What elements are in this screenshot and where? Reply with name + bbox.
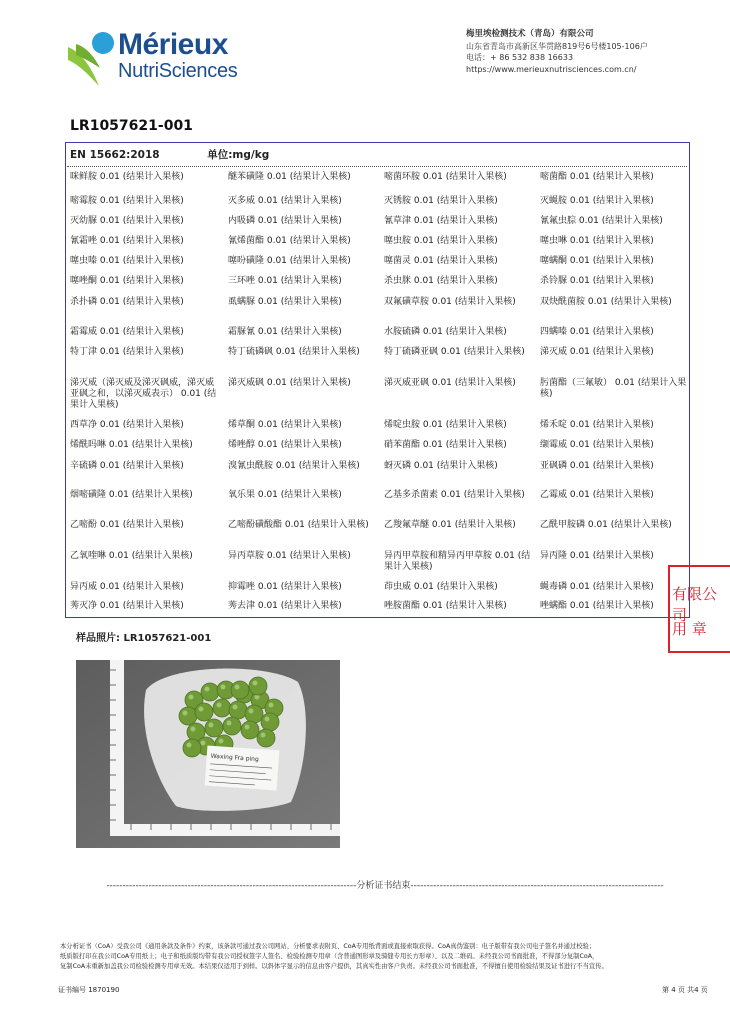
company-info bbox=[466, 29, 648, 75]
result-cell: 特丁津 0.01 (结果计入果核) bbox=[70, 347, 184, 357]
result-cell: 氰氟虫腙 0.01 (结果计入果核) bbox=[540, 216, 663, 226]
result-cell: 茚虫威 0.01 (结果计入果核) bbox=[384, 582, 498, 592]
fruit-highlight bbox=[233, 705, 238, 710]
result-cell: 嘧菌环胺 0.01 (结果计入果核) bbox=[384, 172, 507, 182]
result-cell: 异丙威 0.01 (结果计入果核) bbox=[70, 582, 184, 592]
ruler-horizontal bbox=[110, 824, 340, 836]
footnote-line-3: 复制CoA未重新加盖我公司检验检测专用章无效。本结果仅适用于到样。以斜体字显示的信息由客户提供，其真实性由客户负责。未经我公司书面批准，不得擅自使用检验结果及证书进行不当宣传。 bbox=[60, 963, 608, 970]
result-cell: 涕灭威 0.01 (结果计入果核) bbox=[540, 347, 654, 357]
result-cell: 氰草津 0.01 (结果计入果核) bbox=[384, 216, 498, 226]
result-cell: 烯禾啶 0.01 (结果计入果核) bbox=[540, 420, 654, 430]
result-cell: 溴氰虫酰胺 0.01 (结果计入果核) bbox=[228, 461, 360, 471]
fruit-highlight bbox=[265, 717, 270, 722]
page-number: 第 4 页 共4 页 bbox=[662, 986, 708, 994]
result-cell: 乙酰甲胺磷 0.01 (结果计入果核) bbox=[540, 520, 672, 530]
result-cell: 霜霉威 0.01 (结果计入果核) bbox=[70, 327, 184, 337]
result-cell: 水胺硫磷 0.01 (结果计入果核) bbox=[384, 327, 507, 337]
result-cell: 灭锈胺 0.01 (结果计入果核) bbox=[384, 196, 498, 206]
logo-wordmark-line2: NutriSciences bbox=[118, 60, 238, 82]
fruit bbox=[195, 703, 213, 721]
result-cell: 灭多威 0.01 (结果计入果核) bbox=[228, 196, 342, 206]
result-cell: 蝇毒磷 0.01 (结果计入果核) bbox=[540, 582, 654, 592]
fruit bbox=[229, 701, 247, 719]
result-cell: 异丙草胺 0.01 (结果计入果核) bbox=[228, 551, 351, 561]
fruit-highlight bbox=[219, 739, 224, 744]
result-cell: 唑螨酯 0.01 (结果计入果核) bbox=[540, 601, 654, 611]
logo-wordmark-line1: Mérieux bbox=[118, 28, 228, 61]
fruit-highlight bbox=[187, 743, 192, 748]
result-cell: 内吸磷 0.01 (结果计入果核) bbox=[228, 216, 342, 226]
result-cell: 乙霉威 0.01 (结果计入果核) bbox=[540, 490, 654, 500]
result-cell: 异丙甲草胺和精异丙甲草胺 0.01 (结果计入果核) bbox=[384, 551, 531, 572]
result-cell: 霜脲氰 0.01 (结果计入果核) bbox=[228, 327, 342, 337]
result-cell: 噻螨酮 0.01 (结果计入果核) bbox=[540, 256, 654, 266]
fruit bbox=[261, 713, 279, 731]
bag-label-text: Waxing Fra ping bbox=[210, 752, 259, 764]
footnote bbox=[60, 942, 710, 972]
result-cell: 杀扑磷 0.01 (结果计入果核) bbox=[70, 297, 184, 307]
footnote-line-2: 纸质版打印在我公司CoA专用纸上；电子和纸质版均带有我公司授权签字人签名、检验检测专用章（含普通图形章及骑缝专用长方形章）、以及二维码。未经我公司书面批准，不得部分复制CoA， bbox=[60, 953, 599, 960]
result-cell: 西草净 0.01 (结果计入果核) bbox=[70, 420, 184, 430]
result-cell: 嘧霉胺 0.01 (结果计入果核) bbox=[70, 196, 184, 206]
fruit bbox=[231, 681, 249, 699]
result-cell: 虱螨脲 0.01 (结果计入果核) bbox=[228, 297, 342, 307]
stamp-text-line2: 用 章 bbox=[672, 620, 707, 638]
sample-photo-illustration bbox=[76, 660, 340, 848]
fruit-highlight bbox=[201, 741, 206, 746]
result-cell: 唑胺菌酯 0.01 (结果计入果核) bbox=[384, 601, 507, 611]
company-website[interactable]: https://www.merieuxnutrisciences.com.cn/ bbox=[466, 64, 637, 74]
fruit-highlight bbox=[227, 721, 232, 726]
result-cell: 涕灭威亚砜 0.01 (结果计入果核) bbox=[384, 378, 516, 388]
result-cell: 烯唑醇 0.01 (结果计入果核) bbox=[228, 440, 342, 450]
fruit bbox=[183, 739, 201, 757]
result-cell: 三环唑 0.01 (结果计入果核) bbox=[228, 276, 342, 286]
result-cell: 涕灭威（涕灭威及涕灭砜威，涕灭威亚砜之和，以涕灭威表示） 0.01 (结果计入果核) bbox=[70, 378, 217, 410]
result-cell: 双氟磺草胺 0.01 (结果计入果核) bbox=[384, 297, 516, 307]
result-cell: 辛硫磷 0.01 (结果计入果核) bbox=[70, 461, 184, 471]
fruit bbox=[257, 729, 275, 747]
certificate-number: 证书编号 1870190 bbox=[58, 986, 120, 994]
result-cell: 亚砜磷 0.01 (结果计入果核) bbox=[540, 461, 654, 471]
result-cell: 灭幼脲 0.01 (结果计入果核) bbox=[70, 216, 184, 226]
result-cell: 氧乐果 0.01 (结果计入果核) bbox=[228, 490, 342, 500]
result-cell: 烟嘧磺隆 0.01 (结果计入果核) bbox=[70, 490, 193, 500]
fruit-highlight bbox=[245, 725, 250, 730]
fruit bbox=[223, 717, 241, 735]
result-cell: 嘧菌酯 0.01 (结果计入果核) bbox=[540, 172, 654, 182]
company-name: 梅里埃检测技术（青岛）有限公司 bbox=[466, 29, 594, 39]
unit-label: 单位:mg/kg bbox=[207, 149, 270, 161]
result-cell: 莠灭净 0.01 (结果计入果核) bbox=[70, 601, 184, 611]
fruit-highlight bbox=[261, 733, 266, 738]
result-cell: 乙嘧酚 0.01 (结果计入果核) bbox=[70, 520, 184, 530]
fruit-highlight bbox=[199, 707, 204, 712]
fruit bbox=[241, 721, 259, 739]
result-cell: 杀铃脲 0.01 (结果计入果核) bbox=[540, 276, 654, 286]
result-cell: 杀虫脒 0.01 (结果计入果核) bbox=[384, 276, 498, 286]
fruit bbox=[179, 707, 197, 725]
ruler-vertical bbox=[110, 660, 124, 832]
sample-photo bbox=[76, 660, 340, 848]
fruit-highlight bbox=[209, 723, 214, 728]
fruit-highlight bbox=[269, 703, 274, 708]
result-cell: 异丙隆 0.01 (结果计入果核) bbox=[540, 551, 654, 561]
footnote-line-1: 本分析证书（CoA）受我公司《通用条款及条件》约束，该条款可通过我公司网站、分析要求表附页、CoA专用纸背面或直接索取获得。CoA真伪鉴别：电子版带有我公司电子签名并通过校验； bbox=[60, 943, 596, 950]
fruit bbox=[249, 677, 267, 695]
result-cell: 双炔酰菌胺 0.01 (结果计入果核) bbox=[540, 297, 672, 307]
result-cell: 氰烯菌酯 0.01 (结果计入果核) bbox=[228, 236, 351, 246]
fruit-highlight bbox=[249, 709, 254, 714]
fruit bbox=[245, 705, 263, 723]
company-address: 山东省青岛市高新区华贯路819号6号楼105-106户 bbox=[466, 41, 648, 51]
stamp-text-line1: 有限公司 bbox=[672, 585, 718, 624]
fruit-highlight bbox=[221, 685, 226, 690]
result-cell: 缬霉威 0.01 (结果计入果核) bbox=[540, 440, 654, 450]
result-cell: 肟菌酯（三氟敏） 0.01 (结果计入果核) bbox=[540, 378, 687, 399]
result-cell: 硝苯菌酯 0.01 (结果计入果核) bbox=[384, 440, 507, 450]
result-cell: 涕灭威砜 0.01 (结果计入果核) bbox=[228, 378, 351, 388]
result-cell: 噻虫胺 0.01 (结果计入果核) bbox=[384, 236, 498, 246]
result-cell: 噻菌灵 0.01 (结果计入果核) bbox=[384, 256, 498, 266]
header-divider bbox=[67, 166, 687, 167]
result-cell: 乙羧氟草醚 0.01 (结果计入果核) bbox=[384, 520, 516, 530]
fruit-highlight bbox=[191, 727, 196, 732]
fruit-highlight bbox=[205, 687, 210, 692]
result-cell: 烯酰吗啉 0.01 (结果计入果核) bbox=[70, 440, 193, 450]
result-cell: 醚苯磺隆 0.01 (结果计入果核) bbox=[228, 172, 351, 182]
result-cell: 莠去津 0.01 (结果计入果核) bbox=[228, 601, 342, 611]
fruit bbox=[213, 699, 231, 717]
result-cell: 噻虫啉 0.01 (结果计入果核) bbox=[540, 236, 654, 246]
fruit-highlight bbox=[189, 695, 194, 700]
fruit-highlight bbox=[253, 681, 258, 686]
fruit-highlight bbox=[235, 685, 240, 690]
results-header bbox=[70, 147, 313, 162]
result-cell: 咪鲜胺 0.01 (结果计入果核) bbox=[70, 172, 184, 182]
company-phone: 电话：+ 86 532 838 16633 bbox=[466, 53, 574, 62]
fruit-highlight bbox=[217, 703, 222, 708]
result-cell: 氰霜唑 0.01 (结果计入果核) bbox=[70, 236, 184, 246]
result-cell: 特丁硫磷砜 0.01 (结果计入果核) bbox=[228, 347, 360, 357]
fruit-highlight bbox=[183, 711, 188, 716]
fruit bbox=[205, 719, 223, 737]
result-cell: 乙嘧酚磺酸酯 0.01 (结果计入果核) bbox=[228, 520, 369, 530]
result-cell: 四螨嗪 0.01 (结果计入果核) bbox=[540, 327, 654, 337]
result-cell: 乙基多杀菌素 0.01 (结果计入果核) bbox=[384, 490, 525, 500]
result-cell: 蚜灭磷 0.01 (结果计入果核) bbox=[384, 461, 498, 471]
photo-title: 样品照片: LR1057621-001 bbox=[76, 633, 212, 644]
result-cell: 灭蝇胺 0.01 (结果计入果核) bbox=[540, 196, 654, 206]
result-cell: 乙氧喹啉 0.01 (结果计入果核) bbox=[70, 551, 193, 561]
end-of-certificate-line: -----------------------------------------------------------------------------分析证书结束------------------------------------------------------------------------------ bbox=[106, 881, 664, 891]
method-standard: EN 15662:2018 bbox=[70, 149, 160, 161]
company-seal-stamp bbox=[668, 565, 730, 653]
result-cell: 特丁硫磷亚砜 0.01 (结果计入果核) bbox=[384, 347, 525, 357]
result-cell: 抑霉唑 0.01 (结果计入果核) bbox=[228, 582, 342, 592]
result-cell: 噻吩磺隆 0.01 (结果计入果核) bbox=[228, 256, 351, 266]
report-id: LR1057621-001 bbox=[70, 118, 193, 134]
result-cell: 烯啶虫胺 0.01 (结果计入果核) bbox=[384, 420, 507, 430]
result-cell: 烯草酮 0.01 (结果计入果核) bbox=[228, 420, 342, 430]
result-cell: 噻唑酮 0.01 (结果计入果核) bbox=[70, 276, 184, 286]
result-cell: 噻虫嗪 0.01 (结果计入果核) bbox=[70, 256, 184, 266]
fruit bbox=[201, 683, 219, 701]
